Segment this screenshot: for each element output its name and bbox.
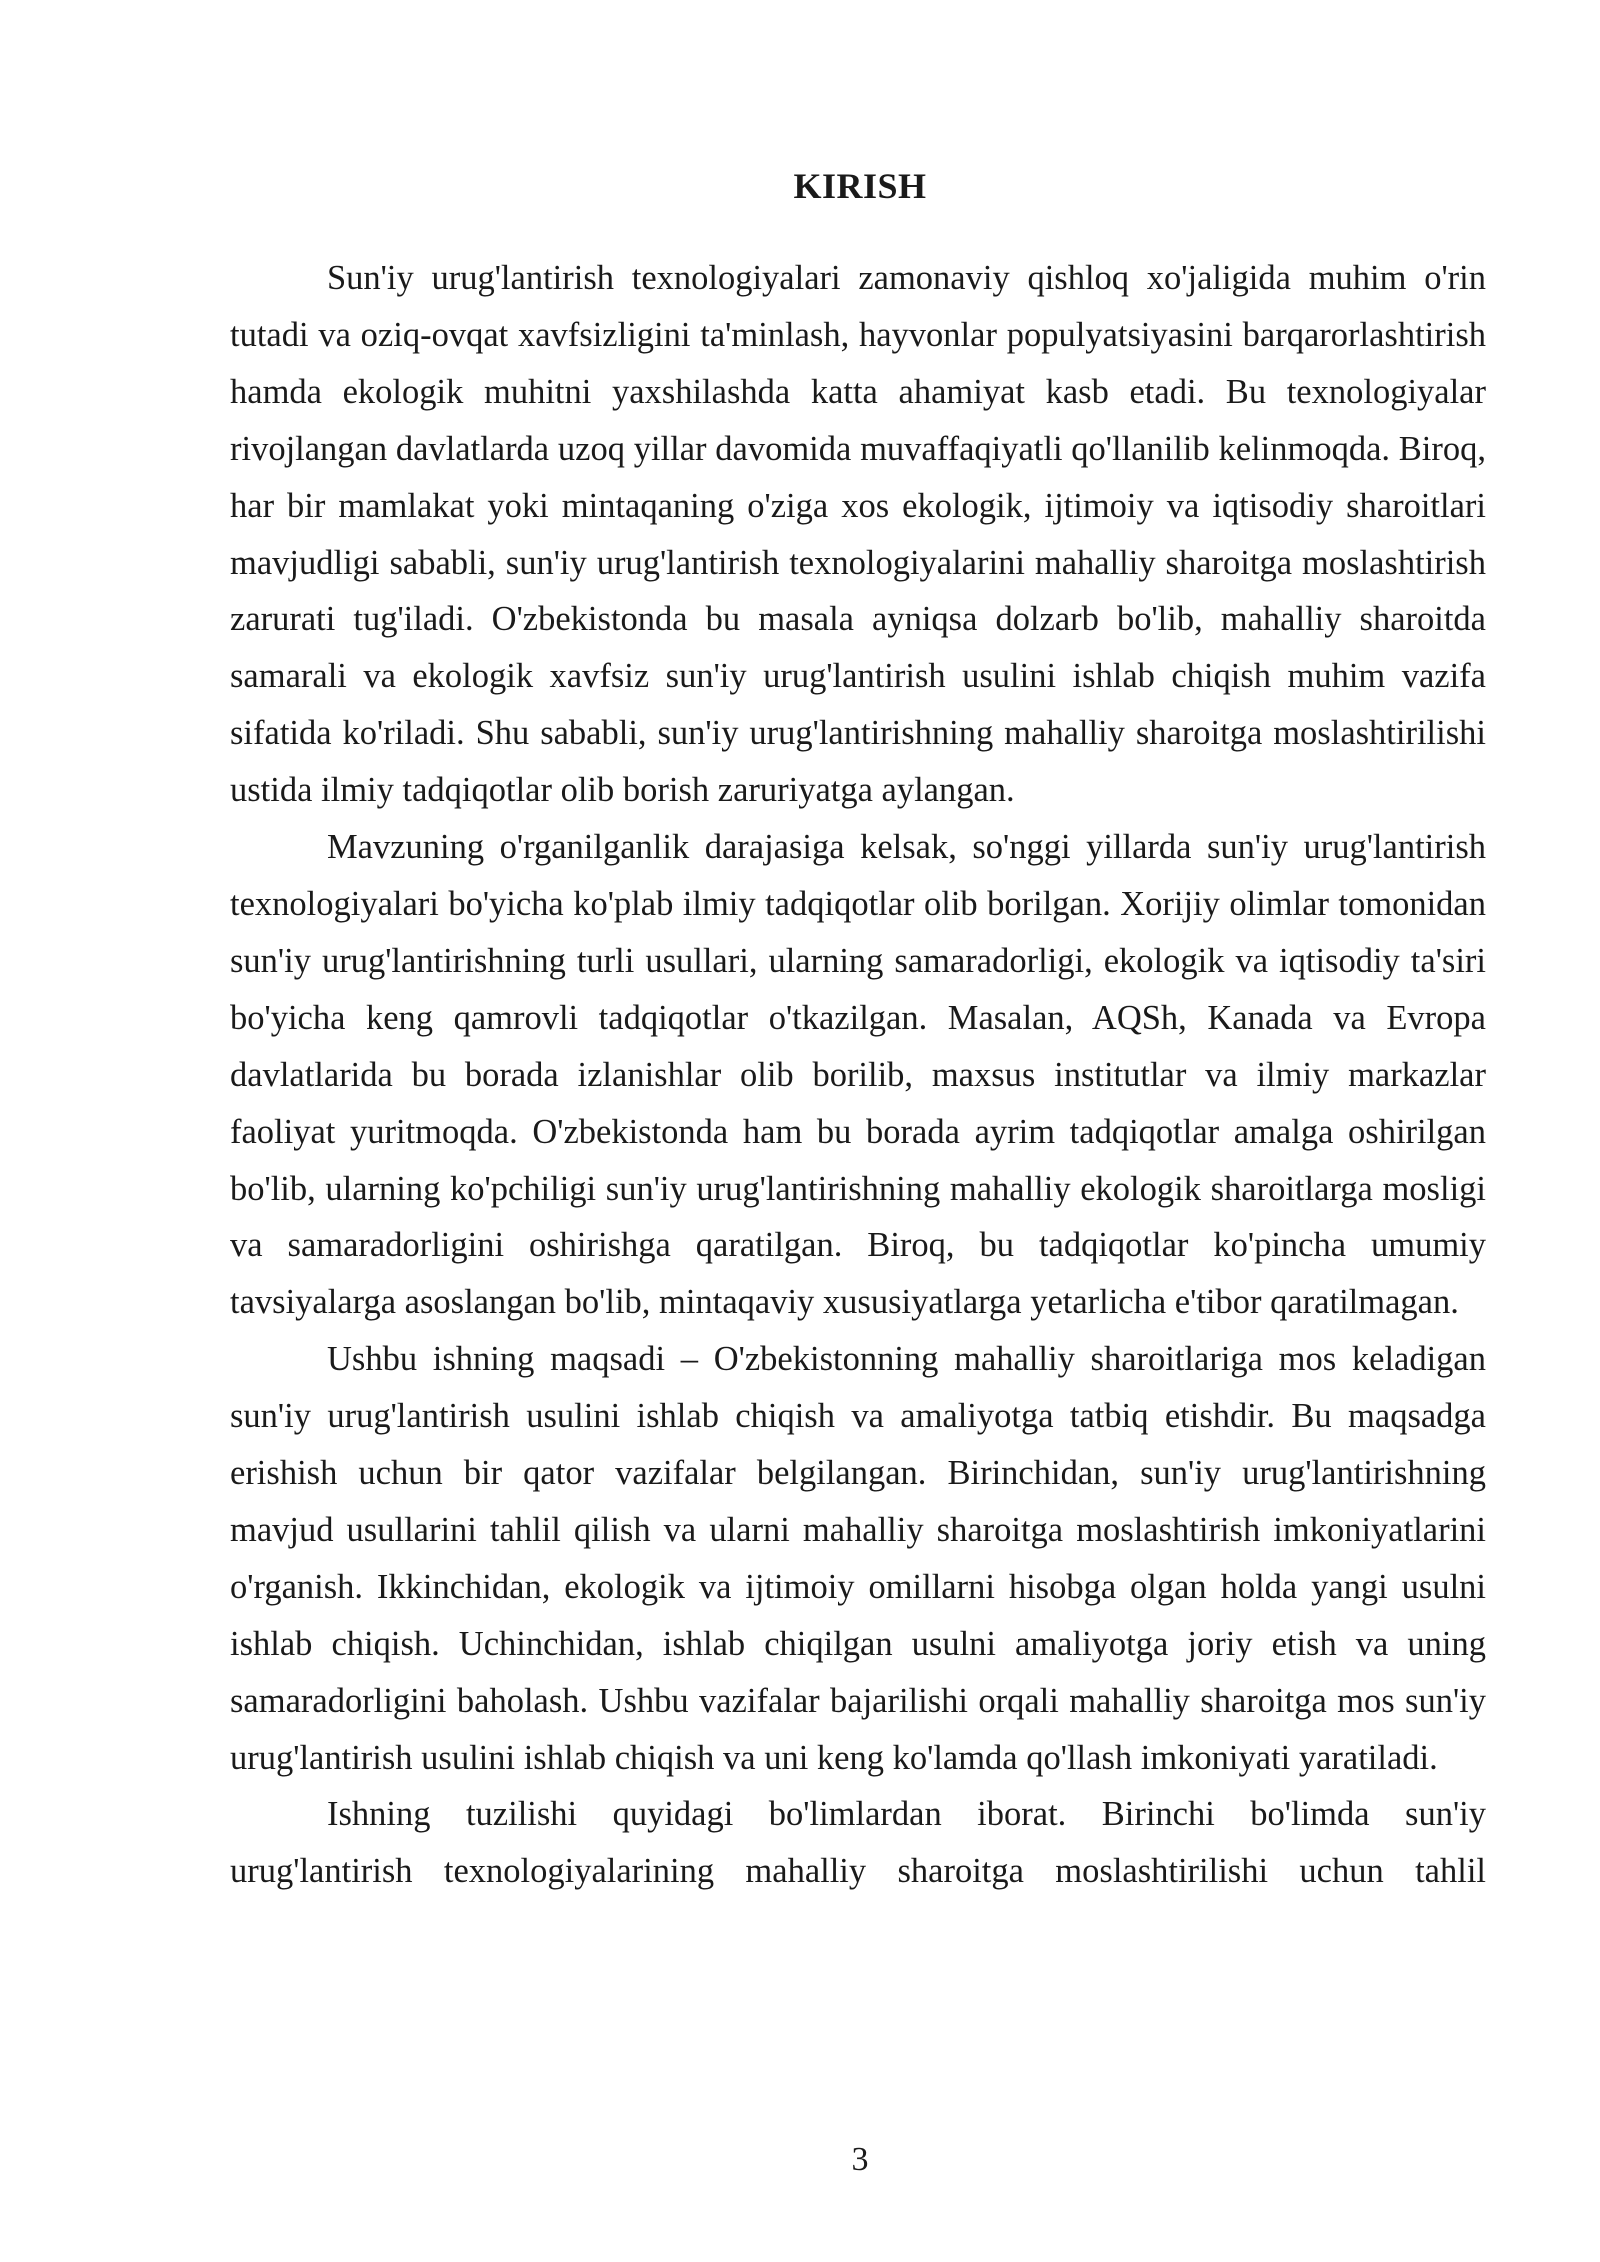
section-heading: KIRISH xyxy=(793,166,927,206)
body-text xyxy=(230,250,1486,1900)
page-number: 3 xyxy=(851,2141,869,2178)
paragraph-intro: Sun'iy urug'lantirish texnologiyalari zamonaviy qishloq xo'jaligida muhim o'rin tutadi va oziq-ovqat xavfsizligini ta'minlash, hayvonlar populyatsiyasini barqarorlashtirish hamda ekologik muhitni yaxshilashda katta ahamiyat kasb etadi. Bu texnologiyalar rivojlangan davlatlarda uzoq yillar davomida muvaffaqiyatli qo'llanilib kelinmoqda. Biroq, har bir mamlakat yoki mintaqaning o'ziga xos ekologik, ijtimoiy va iqtisodiy sharoitlari mavjudligi sababli, sun'iy urug'lantirish texnologiyalarini mahalliy sharoitga moslashtirish zarurati tug'iladi. O'zbekistonda bu masala ayniqsa dolzarb bo'lib, mahalliy sharoitda samarali va ekologik xavfsiz sun'iy urug'lantirish usulini ishlab chiqish muhim vazifa sifatida ko'riladi. Shu sababli, sun'iy urug'lantirishning mahalliy sharoitga moslashtirilishi ustida ilmiy tadqiqotlar olib borish zaruriyatga aylangan. xyxy=(230,259,1486,810)
paragraph-structure: Ishning tuzilishi quyidagi bo'limlardan iborat. Birinchi bo'limda sun'iy urug'lantirish texnologiyalarining mahalliy sharoitga moslashtirilishi uchun tahlil xyxy=(230,1795,1486,1891)
paragraph-goal: Ushbu ishning maqsadi – O'zbekistonning mahalliy sharoitlariga mos keladigan sun'iy urug'lantirish usulini ishlab chiqish va amaliyotga tatbiq etishdir. Bu maqsadga erishish uchun bir qator vazifalar belgilangan. Birinchidan, sun'iy urug'lantirishning mavjud usullarini tahlil qilish va ularni mahalliy sharoitga moslashtirish imkoniyatlarini o'rganish. Ikkinchidan, ekologik va ijtimoiy omillarni hisobga olgan holda yangi usulni ishlab chiqish. Uchinchidan, ishlab chiqilgan usulni amaliyotga joriy etish va uning samaradorligini baholash. Ushbu vazifalar bajarilishi orqali mahalliy sharoitga mos sun'iy urug'lantirish usulini ishlab chiqish va uni keng ko'lamda qo'llash imkoniyati yaratiladi. xyxy=(230,1340,1486,1777)
paragraph-study-level: Mavzuning o'rganilganlik darajasiga kelsak, so'nggi yillarda sun'iy urug'lantirish texnologiyalari bo'yicha ko'plab ilmiy tadqiqotlar olib borilgan. Xorijiy olimlar tomonidan sun'iy urug'lantirishning turli usullari, ularning samaradorligi, ekologik va iqtisodiy ta'siri bo'yicha keng qamrovli tadqiqotlar o'tkazilgan. Masalan, AQSh, Kanada va Evropa davlatlarida bu borada izlanishlar olib borilib, maxsus institutlar va ilmiy markazlar faoliyat yuritmoqda. O'zbekistonda ham bu borada ayrim tadqiqotlar amalga oshirilgan bo'lib, ularning ko'pchiligi sun'iy urug'lantirishning mahalliy ekologik sharoitlarga mosligi va samaradorligini oshirishga qaratilgan. Biroq, bu tadqiqotlar ko'pincha umumiy tavsiyalarga asoslangan bo'lib, mintaqaviy xususiyatlarga yetarlicha e'tibor qaratilmagan. xyxy=(230,828,1486,1322)
